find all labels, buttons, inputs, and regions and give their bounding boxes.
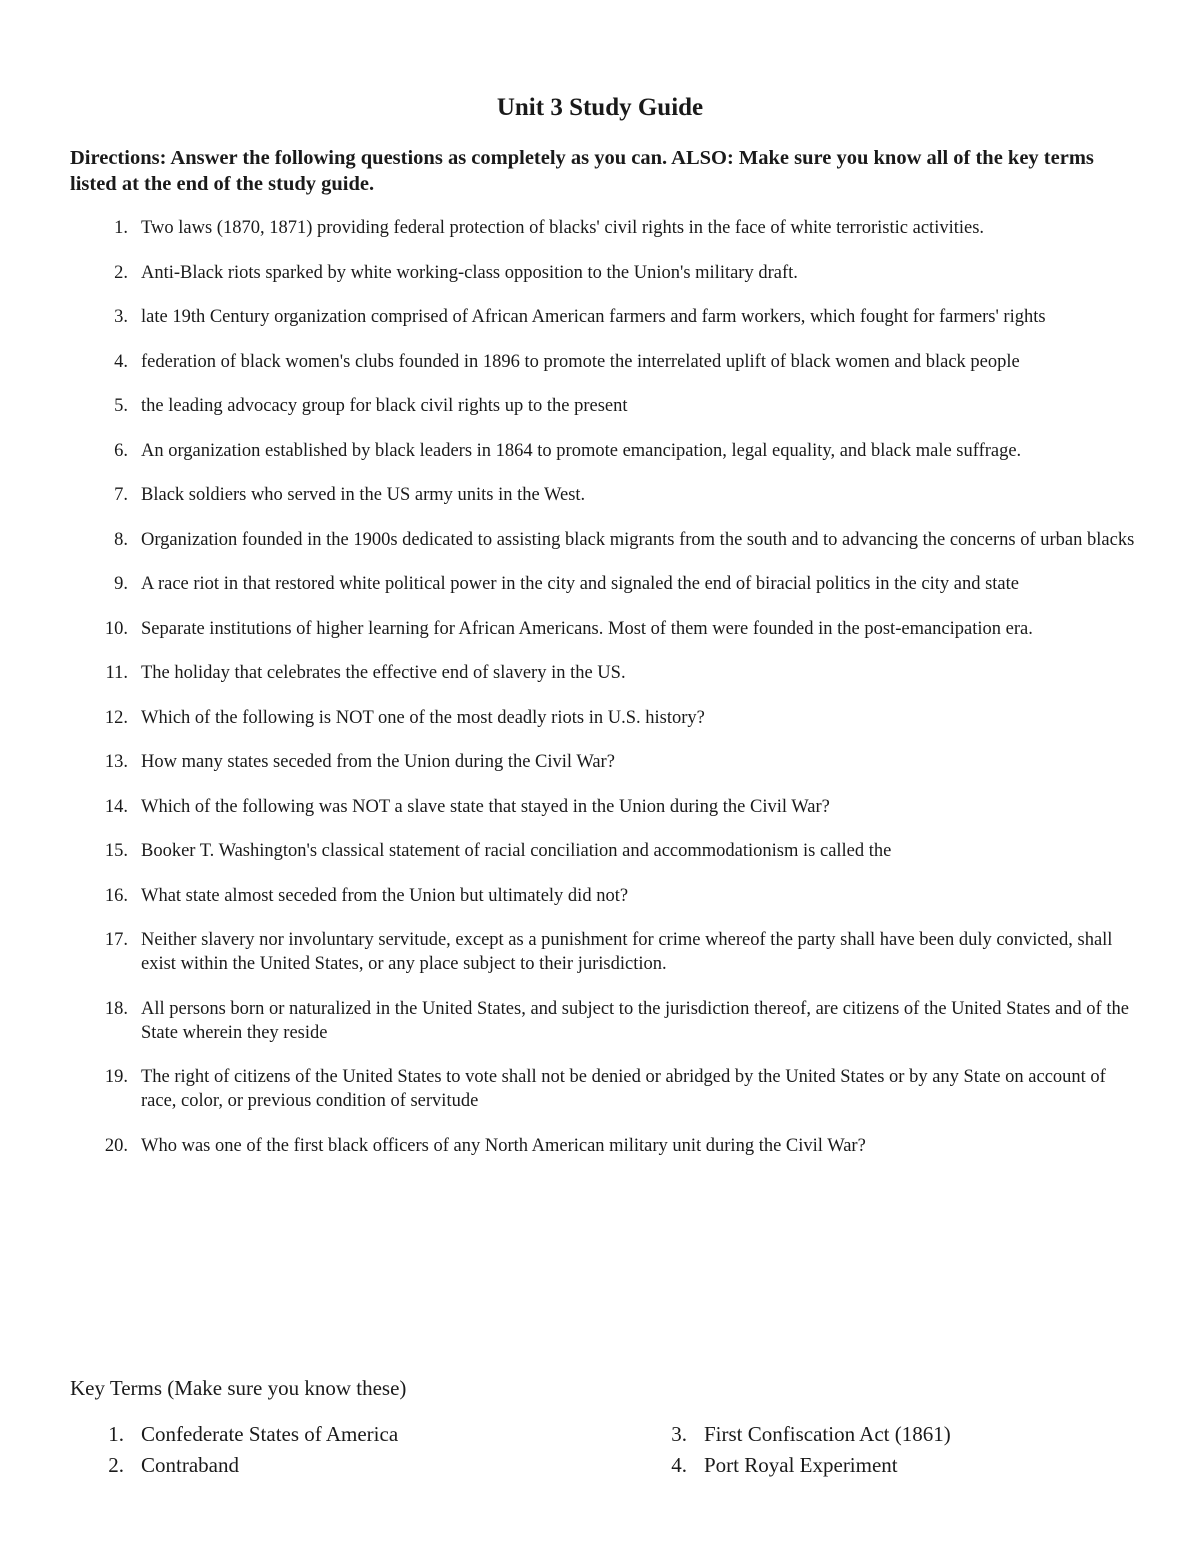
question-text: Organization founded in the 1900s dedicated to assisting black migrants from the south and to advancing the concerns of urban blacks — [141, 529, 1135, 550]
question-number: 11. — [105, 663, 128, 683]
question-item — [70, 750, 1140, 774]
key-term-number: 4. — [671, 1453, 687, 1477]
question-item — [70, 839, 1140, 863]
key-terms-heading: Key Terms (Make sure you know these) — [70, 1376, 407, 1400]
question-item — [70, 350, 1140, 374]
question-number: 2. — [114, 262, 128, 283]
key-term-text: Contraband — [141, 1453, 239, 1477]
question-text: Which of the following is NOT one of the most deadly riots in U.S. history? — [141, 707, 705, 728]
question-number: 6. — [114, 440, 128, 461]
question-number: 17. — [104, 930, 128, 950]
question-number: 20. — [104, 1135, 128, 1156]
question-item — [70, 394, 1140, 418]
question-number: 18. — [104, 998, 128, 1019]
question-number: 1. — [114, 218, 128, 238]
question-text: Anti-Black riots sparked by white working-class opposition to the Union's military draft. — [141, 262, 798, 283]
question-text: How many states seceded from the Union during the Civil War? — [141, 752, 615, 772]
key-term-number: 3. — [671, 1422, 687, 1446]
question-item — [70, 1134, 1140, 1158]
question-item — [70, 884, 1140, 908]
directions-text: Directions: Answer the following questions as completely as you can. ALSO: Make sure you know all of the key terms listed at the end of the study guide. — [70, 147, 1094, 195]
question-number: 16. — [104, 885, 128, 906]
question-number: 19. — [104, 1067, 128, 1087]
key-term-number: 1. — [108, 1422, 124, 1446]
question-item — [70, 439, 1140, 463]
question-text: federation of black women's clubs founded in 1896 to promote the interrelated uplift of black women and black people — [141, 351, 1020, 372]
question-item — [70, 216, 1140, 240]
question-item — [70, 1065, 1140, 1113]
question-number: 3. — [114, 307, 128, 327]
question-number: 12. — [104, 707, 128, 728]
question-item — [70, 928, 1140, 976]
question-number: 13. — [104, 752, 128, 772]
question-number: 15. — [104, 841, 128, 861]
question-text: What state almost seceded from the Union but ultimately did not? — [141, 885, 629, 906]
page-title: Unit 3 Study Guide — [496, 94, 704, 121]
question-text: Two laws (1870, 1871) providing federal protection of blacks' civil rights in the face of white terroristic activities. — [141, 218, 985, 238]
question-text: Neither slavery nor involuntary servitude, except as a punishment for crime whereof the party shall have been duly convicted, shall exist within the United States, or any place subject to their jurisdiction. — [141, 930, 1113, 974]
question-number: 8. — [114, 529, 128, 550]
key-term-text: Port Royal Experiment — [704, 1453, 898, 1477]
question-item — [70, 795, 1140, 819]
question-text: Who was one of the first black officers of any North American military unit during the Civil War? — [141, 1135, 866, 1156]
question-number: 9. — [114, 574, 128, 594]
question-item — [70, 261, 1140, 285]
question-item — [70, 997, 1140, 1045]
question-item — [70, 305, 1140, 329]
question-item — [70, 661, 1140, 685]
question-number: 10. — [104, 618, 128, 639]
question-text: The holiday that celebrates the effective end of slavery in the US. — [141, 663, 626, 683]
key-term-number: 2. — [108, 1453, 124, 1477]
question-text: late 19th Century organization comprised of African American farmers and farm workers, which fought for farmers' rights — [141, 307, 1046, 327]
question-item — [70, 706, 1140, 730]
question-item — [70, 572, 1140, 596]
question-text: A race riot in that restored white political power in the city and signaled the end of biracial politics in the city and state — [141, 574, 1019, 594]
question-item — [70, 528, 1140, 552]
key-term-text: Confederate States of America — [141, 1422, 399, 1446]
question-number: 7. — [114, 485, 128, 505]
question-text: The right of citizens of the United States to vote shall not be denied or abridged by the United States or by any State on account of race, color, or previous condition of servitude — [141, 1067, 1106, 1111]
question-number: 5. — [114, 396, 128, 416]
question-text: Which of the following was NOT a slave state that stayed in the Union during the Civil War? — [141, 796, 830, 817]
question-number: 14. — [104, 796, 128, 817]
question-text: Black soldiers who served in the US army units in the West. — [141, 485, 586, 505]
question-text: All persons born or naturalized in the United States, and subject to the jurisdiction thereof, are citizens of the United States and of the State wherein they reside — [141, 998, 1129, 1043]
question-number: 4. — [114, 351, 128, 372]
question-text: Booker T. Washington's classical statement of racial conciliation and accommodationism is called the — [141, 841, 892, 861]
question-text: the leading advocacy group for black civil rights up to the present — [141, 396, 628, 416]
question-list — [70, 216, 1140, 1178]
question-item — [70, 617, 1140, 641]
question-text: Separate institutions of higher learning for African Americans. Most of them were founded in the post-emancipation era. — [141, 618, 1033, 639]
question-text: An organization established by black leaders in 1864 to promote emancipation, legal equality, and black male suffrage. — [141, 440, 1022, 461]
question-item — [70, 483, 1140, 507]
key-term-text: First Confiscation Act (1861) — [704, 1422, 951, 1446]
